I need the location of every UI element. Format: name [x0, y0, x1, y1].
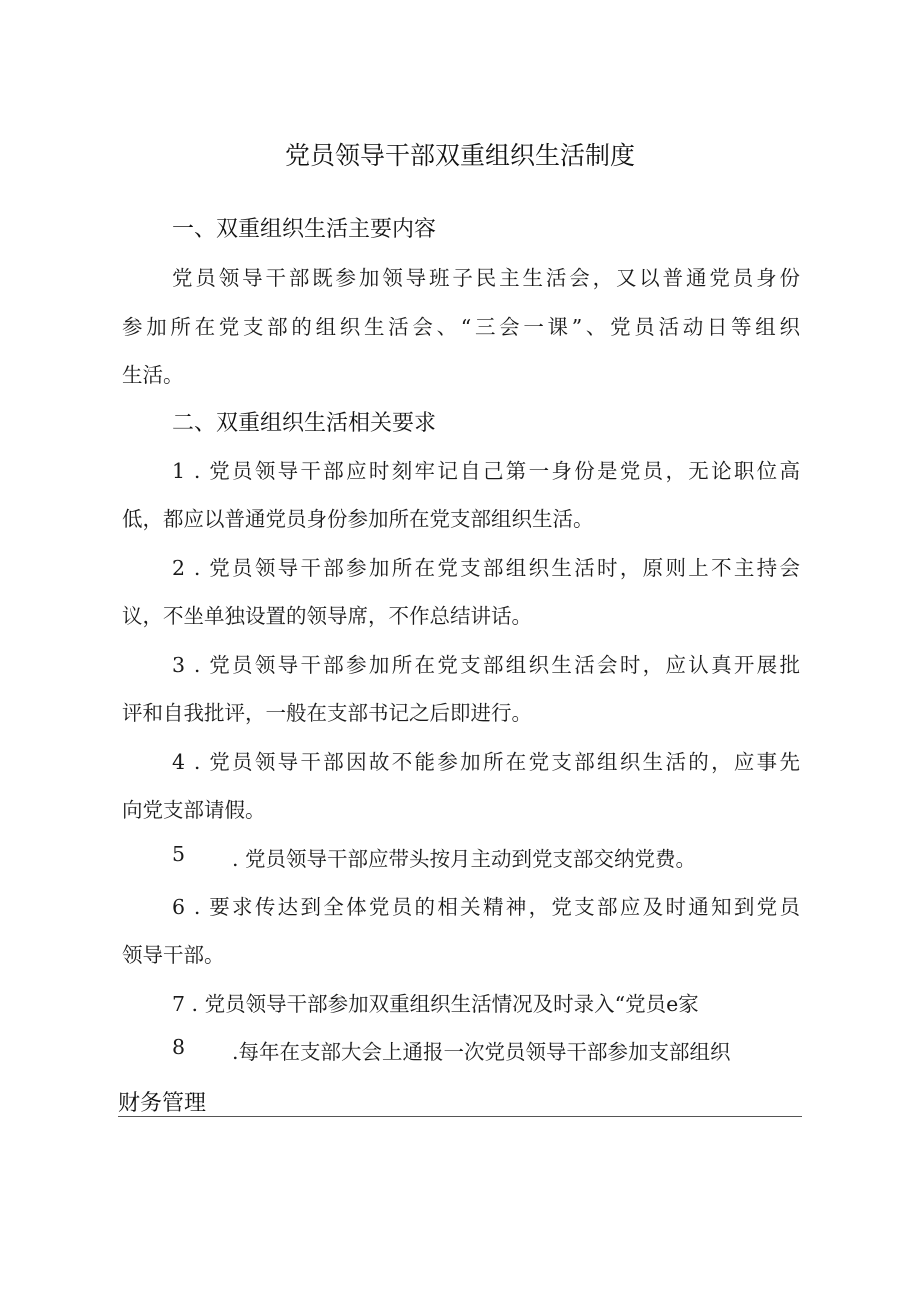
section-heading-2: 二、双重组织生活相关要求 [172, 411, 437, 436]
paragraph-line: 生活。 [122, 363, 184, 387]
list-item-line: 7 . 党员领导干部参加双重组织生活情况及时录入“党员e家 [172, 992, 699, 1016]
document-title: 党员领导干部双重组织生活制度 [284, 141, 635, 170]
list-item-number: 5 [172, 842, 186, 866]
list-item-line: 3 . 党员领导干部参加所在党支部组织生活会时，应认真开展批 [172, 653, 800, 677]
list-item-number: 8 [172, 1035, 186, 1059]
list-item-line: . 党员领导干部应带头按月主动到党支部交纳党费。 [232, 847, 697, 871]
list-item-line: 4 . 党员领导干部因故不能参加所在党支部组织生活的，应事先 [172, 750, 800, 774]
list-item-line: 低，都应以普通党员身份参加所在党支部组织生活。 [122, 507, 594, 531]
list-item-line: 1 . 党员领导干部应时刻牢记自己第一身份是党员，无论职位高 [172, 459, 800, 483]
list-item-line: .每年在支部大会上通报一次党员领导干部参加支部组织 [232, 1040, 731, 1064]
footer-label: 财务管理 [118, 1091, 207, 1116]
paragraph-line: 党员领导干部既参加领导班子民主生活会，又以普通党员身份 [172, 266, 800, 290]
list-item-line: 评和自我批评，一般在支部书记之后即进行。 [122, 701, 532, 725]
list-item-line: 2 . 党员领导干部参加所在党支部组织生活时，原则上不主持会 [172, 556, 800, 580]
list-item-line: 向党支部请假。 [122, 798, 266, 822]
section-heading-1: 一、双重组织生活主要内容 [172, 217, 437, 242]
list-item-line: 6 . 要求传达到全体党员的相关精神，党支部应及时通知到党员 [172, 895, 800, 919]
list-item-line: 议，不坐单独设置的领导席，不作总结讲话。 [122, 604, 532, 628]
footer-divider [118, 1116, 802, 1117]
paragraph-line: 参加所在党支部的组织生活会、“三会一课”、党员活动日等组织 [122, 315, 800, 339]
list-item-line: 领导干部。 [122, 943, 225, 967]
